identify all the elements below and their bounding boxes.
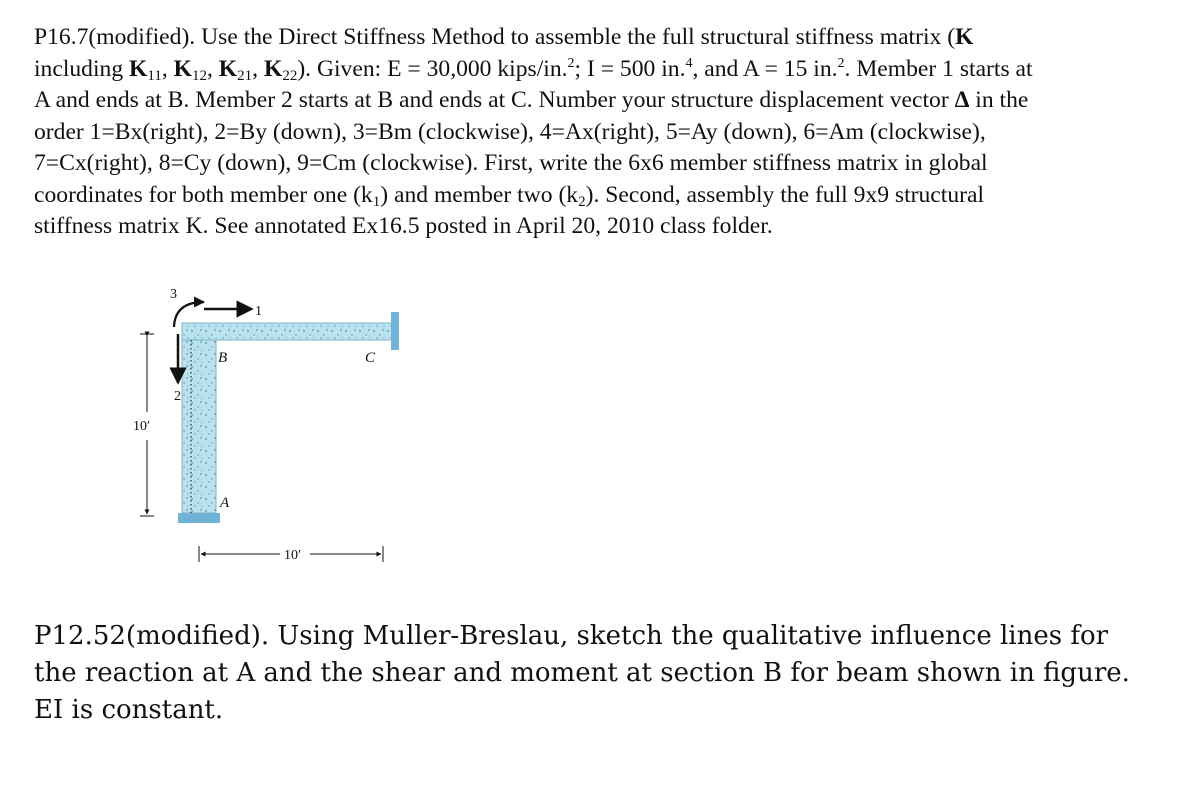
p1-line-2: including $K_{11}$, $K_{12}$, $K_{21}$, $K_{22}$). Given: E = 30,000 kips/in.$^2$; I = 500 in.$^4$, and A = 15 in.$^2$. Member 1 starts at (34, 55, 1033, 84)
p1-line-1: P16.7(modified). Use the Direct Stiffness Method to assemble the full structural stiffness matrix (K (34, 24, 974, 50)
member-1-column (182, 323, 216, 513)
member-2-beam (182, 323, 392, 340)
p2-line-1: P12.52(modified). Using Muller-Breslau, sketch the qualitative influence lines for (34, 621, 1109, 651)
dof-2-label: 2 (174, 389, 181, 404)
p1-line-6: coordinates for both member one $(k_1)$ and member two $(k_2)$. Second, assembly the full 9x9 structural (34, 181, 984, 210)
joint-a-label: A (220, 495, 230, 511)
joint-b-label: B (218, 350, 228, 366)
p1-line-5: 7=Cx(right), 8=Cy (down), 9=Cm (clockwise). First, write the 6x6 member stiffness matrix in global (34, 150, 988, 176)
p1-line-4: order 1=Bx(right), 2=By (down), 3=Bm (clockwise), 4=Ax(right), 5=Ay (down), 6=Am (clockwise), (34, 118, 986, 145)
dof-1-label: 1 (255, 304, 262, 319)
problem-12-52-text (34, 618, 1174, 729)
vertical-dimension-label: 10′ (133, 419, 151, 434)
p1-line-3: A and ends at B. Member 2 starts at B and ends at C. Number your structure displacement vector Δ in the (34, 87, 1029, 113)
dof-3-label: 3 (170, 287, 177, 302)
p1-line-7: stiffness matrix K. See annotated Ex16.5 posted in April 20, 2010 class folder. (34, 213, 773, 239)
problem-16-7-text (34, 22, 1174, 243)
fixed-support-c (391, 312, 399, 350)
joint-c-label: C (365, 350, 376, 366)
p2-line-2: the reaction at A and the shear and moment at section B for beam shown in figure. (34, 658, 1130, 688)
p2-line-3: EI is constant. (34, 695, 224, 725)
fixed-support-a (178, 513, 220, 523)
frame-figure (120, 280, 420, 590)
horizontal-dimension-label: 10′ (284, 548, 302, 563)
